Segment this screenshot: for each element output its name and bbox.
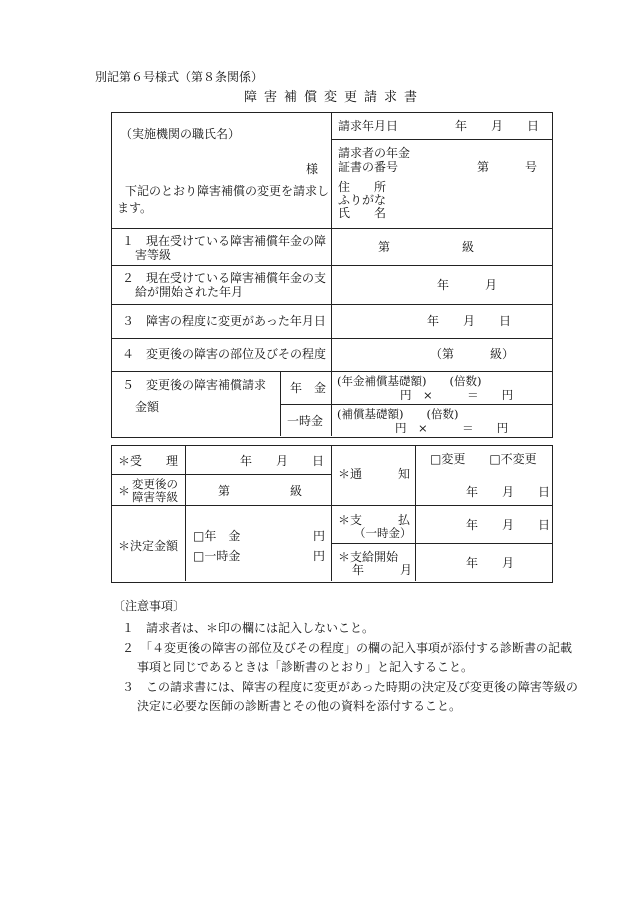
item5-label-line1: ５ 変更後の障害補償請求 bbox=[122, 378, 267, 392]
pension-cert-label-line1: 請求者の年金 bbox=[338, 146, 411, 160]
kettei-ichijikin-yen: 円 bbox=[313, 549, 326, 563]
note-1: １ 請求者は、＊印の欄には記入しないこと。 bbox=[122, 621, 375, 635]
notes-heading: 〔注意事項〕 bbox=[113, 599, 186, 613]
henko-checkboxes: □変更 □不変更 bbox=[430, 452, 537, 466]
kaishi-label-line1: ＊支給開始 bbox=[338, 550, 399, 564]
shiharai-date: 年 月 日 bbox=[466, 518, 551, 532]
item1-value[interactable]: 第 級 bbox=[378, 240, 475, 254]
item3-value[interactable]: 年 月 日 bbox=[427, 314, 512, 328]
address-label: 住 所 bbox=[338, 180, 387, 194]
henkogo-star: ＊ bbox=[118, 484, 131, 498]
kettei-nenkin: □年 金 bbox=[193, 529, 241, 543]
tsuchi-label: ＊通 知 bbox=[338, 467, 411, 481]
note-2-line2: 事項と同じであるときは「診断書のとおり」と記入すること。 bbox=[137, 660, 474, 674]
juri-label: ＊受 理 bbox=[118, 454, 179, 468]
ichijikin-label: 一時金 bbox=[287, 414, 324, 428]
pension-cert-label-line2: 証書の番号 bbox=[338, 160, 399, 174]
juri-date: 年 月 日 bbox=[240, 454, 325, 468]
kaishi-value: 年 月 bbox=[466, 556, 515, 570]
item3-label: ３ 障害の程度に変更があった年月日 bbox=[122, 314, 326, 328]
note-2-line1: ２ 「４変更後の障害の部位及びその程度」の欄の記入事項が添付する診断書の記載 bbox=[122, 641, 573, 655]
furigana-label: ふりがな bbox=[338, 193, 387, 207]
item1-label-line2: 害等級 bbox=[135, 248, 172, 262]
page-title: 障害補償変更請求書 bbox=[244, 90, 425, 105]
nenkin-formula-line2[interactable]: 円 × ＝ 円 bbox=[400, 388, 514, 402]
item1-label-line1: １ 現在受けている障害補償年金の障 bbox=[122, 234, 327, 248]
item4-label: ４ 変更後の障害の部位及びその程度 bbox=[122, 347, 327, 361]
henkogo-value: 第 級 bbox=[218, 484, 303, 498]
note-3-line2: 決定に必要な医師の診断書とその他の資料を添付すること。 bbox=[137, 699, 462, 713]
kaishi-label-line2: 年 月 bbox=[352, 563, 413, 577]
nenkin-label: 年 金 bbox=[290, 381, 327, 395]
request-date-value[interactable]: 年 月 日 bbox=[455, 119, 540, 133]
item2-label-line1: ２ 現在受けている障害補償年金の支 bbox=[122, 271, 327, 285]
form-number: 別記第６号様式（第８条関係） bbox=[95, 70, 264, 84]
kettei-label: ＊決定金額 bbox=[118, 539, 179, 553]
tsuchi-date: 年 月 日 bbox=[466, 485, 551, 499]
item2-value[interactable]: 年 月 bbox=[437, 278, 498, 292]
shiharai-label-line2: （一時金） bbox=[354, 526, 412, 540]
kettei-ichijikin: □一時金 bbox=[193, 549, 241, 563]
kettei-nenkin-yen: 円 bbox=[313, 529, 326, 543]
shiharai-label-line1: ＊支 払 bbox=[338, 513, 411, 527]
sama-label: 様 bbox=[306, 162, 319, 176]
pension-cert-value[interactable]: 第 号 bbox=[477, 160, 538, 174]
addressee-label: （実施機関の職氏名） bbox=[120, 127, 241, 141]
request-statement-line1: 下記のとおり障害補償の変更を請求し bbox=[125, 184, 330, 198]
item5-label-line2: 金額 bbox=[135, 400, 160, 414]
nenkin-formula-line1: (年金補償基礎額) (倍数) bbox=[337, 374, 482, 388]
ichijikin-formula-line1: (補償基礎額) (倍数) bbox=[337, 407, 459, 421]
note-3-line1: ３ この請求書には、障害の程度に変更があった時期の決定及び変更後の障害等級の bbox=[122, 680, 578, 694]
item4-value[interactable]: （第 級） bbox=[430, 347, 515, 361]
henkogo-label-line1: 変更後の bbox=[132, 477, 178, 491]
item2-label-line2: 給が開始された年月 bbox=[135, 285, 244, 299]
name-label: 氏 名 bbox=[338, 206, 387, 220]
request-date-label: 請求年月日 bbox=[338, 119, 399, 133]
request-statement-line2: ます。 bbox=[117, 201, 153, 215]
henkogo-label-line2: 障害等級 bbox=[132, 490, 178, 504]
ichijikin-formula-line2[interactable]: 円 × ＝ 円 bbox=[395, 421, 509, 435]
